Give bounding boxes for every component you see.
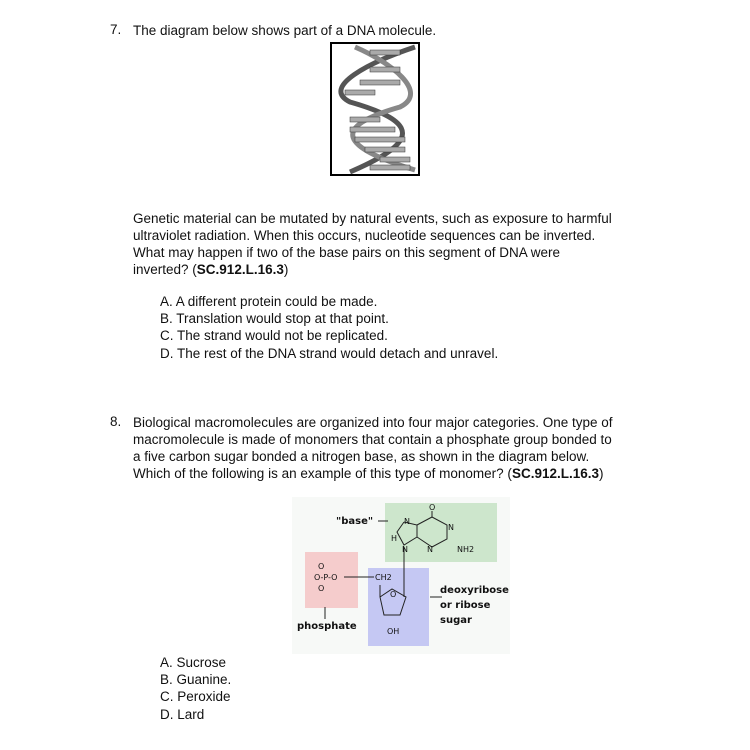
choice-d[interactable]: D. Lard [160, 707, 205, 722]
choice-d[interactable]: D. The rest of the DNA strand would detach and unravel. [160, 346, 499, 361]
atom-label: NH2 [457, 545, 475, 554]
atom-label: N [427, 545, 433, 554]
dna-helix-image [330, 42, 422, 177]
atom-label: N [404, 517, 410, 526]
atom-label: O [429, 503, 436, 512]
passage-line: What may happen if two of the base pairs on this segment of DNA were [133, 245, 560, 260]
stem-line: a five carbon sugar bonded a nitrogen base, as shown in the diagram below. [133, 449, 590, 464]
choice-c[interactable]: C. The strand would not be replicated. [160, 328, 388, 343]
sugar-label: or ribose [440, 600, 491, 611]
passage-line: Genetic material can be mutated by natural events, such as exposure to harmful [133, 211, 612, 226]
base-label: "base" [336, 516, 374, 527]
nucleotide-diagram [292, 497, 510, 654]
atom-label: N [448, 523, 454, 532]
passage-line: inverted? (SC.912.L.16.3) [133, 262, 289, 277]
atom-label: O-P-O [314, 573, 338, 582]
atom-label: OH [387, 627, 400, 636]
sugar-label: sugar [440, 615, 472, 626]
question-8-number: 8. [110, 414, 122, 429]
choice-c[interactable]: C. Peroxide [160, 689, 231, 704]
standard-code: SC.912.L.16.3 [511, 466, 599, 481]
choice-b[interactable]: B. Guanine. [160, 672, 232, 687]
atom-label: H [391, 534, 398, 543]
question-7-stem: The diagram below shows part of a DNA molecule. [133, 23, 437, 38]
phosphate-label: phosphate [297, 621, 357, 632]
choice-a[interactable]: A. A different protein could be made. [160, 294, 378, 309]
stem-line: Which of the following is an example of this type of monomer? (SC.912.L.16.3) [133, 466, 604, 481]
passage-line: ultraviolet radiation. When this occurs, nucleotide sequences can be inverted. [133, 228, 596, 243]
stem-line: macromolecule is made of monomers that contain a phosphate group bonded to [133, 432, 612, 447]
standard-code: SC.912.L.16.3 [196, 262, 284, 277]
sugar-label: deoxyribose [440, 585, 509, 596]
atom-label: CH2 [375, 573, 392, 582]
choice-b[interactable]: B. Translation would stop at that point. [160, 311, 389, 326]
question-7-number: 7. [110, 22, 122, 37]
atom-label: O [318, 584, 325, 593]
atom-label: N [402, 545, 408, 554]
choice-a[interactable]: A. Sucrose [160, 655, 227, 670]
atom-label: O [390, 590, 397, 599]
stem-line: Biological macromolecules are organized into four major categories. One type of [133, 415, 613, 430]
atom-label: O [318, 562, 325, 571]
